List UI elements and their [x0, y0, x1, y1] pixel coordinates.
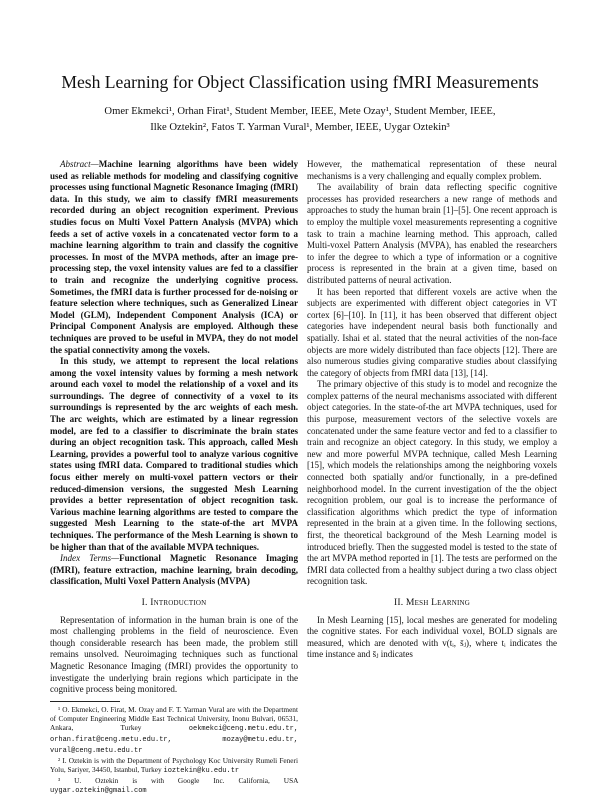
author-list	[60, 104, 540, 136]
footnote-1: ¹ O. Ekmekci, O. Firat, M. Ozay and F. T. Yarman Vural are with the Department of Computer Engineering Middle East Technical University, Inonu Bulvari, 06531, Ankara, Turkey oekmekci@ceng.metu.edu.tr, orhan.firat@ceng.metu.edu.tr, mozay@metu.edu.tr, vural@ceng.metu.edu.tr	[50, 704, 299, 756]
index-terms-label: Index Terms—	[60, 553, 120, 564]
footnote-rule	[50, 701, 120, 702]
paper-title: Mesh Learning for Object Classification using fMRI Measurements	[61, 72, 539, 92]
body-paragraph-5: In Mesh Learning [15], local meshes are generated for modeling the cognitive states. For each individual voxel, BOLD signals are measured, which are denoted with v(tᵢ, s̄ⱼ), where tᵢ indicates the time instance and s̄ⱼ indicates	[307, 614, 557, 660]
index-terms: Index Terms—Functional Magnetic Resonance Imaging (fMRI), feature extraction, machine learning, brain decoding, classification, Multi Voxel Pattern Analysis (MVPA)	[50, 553, 298, 587]
abstract-paragraph-2: In this study, we attempt to represent the local relations among the voxel intensity values by forming a mesh network around each voxel to model the relationship of a voxel and its surroundings. The degree of connectivity of a voxel to its surroundings is represented by the arc weights of each mesh. The arc weights, which are estimated by a linear regression model, are fed to a classifier to discriminate the brain states during an object recognition task. This approach, called Mesh Learning, provides a powerful tool to analyze various cognitive states using fMRI data. Compared to traditional studies which focus either merely on multi-voxel pattern vectors or their reduced-dimension versions, the suggested Mesh Learning provides a better representation of object recognition task. Various machine learning algorithms are tested to compare the suggested Mesh Learning to the state-of-the art MVPA techniques. The performance of the Mesh Learning is shown to be higher than that of the available MVPA techniques.	[50, 356, 298, 552]
body-paragraph-3: It has been reported that different voxels are active when the subjects are experimented with different object categories in VT cortex [6]–[10]. In [11], it has been observed that different object categories have independent neural basis both functionally and spatially. Ishai et al. stated that the neural activities of the non-face objects are more widely distributed than face objects [12]. There are also numerous studies giving comparative studies about classifying the category of objects from fMRI data [13], [14].	[307, 286, 557, 378]
footnote-3: ³ U. Oztekin is with Google Inc. California, USA uygar.oztekin@gmail.com	[50, 776, 298, 796]
footnote-2: ² I. Oztekin is with the Department of Psychology Koc University Rumeli Feneri Yolu, Sariyer, 34450, Istanbul, Turkey ioztekin@ku.edu.tr	[50, 756, 298, 776]
section-heading-mesh-learning: II. Mesh Learning	[393, 596, 471, 608]
abstract-paragraph-1: Abstract—Machine learning algorithms have been widely used as reliable methods for modeling and classifying cognitive processes using functional Magnetic Resonance Imaging (fMRI) data. In this study, we aim to classify fMRI measurements recorded during an object recognition experiment. Previous studies focus on Multi Voxel Pattern Analysis (MVPA) which feeds a set of active voxels in a concatenated vector form to a machine learning algorithm to train and classify the cognitive processes. In most of the MVPA methods, after an image pre-processing step, the voxel intensity values are fed to a classifier to train and recognize the underlying cognitive process. Sometimes, the fMRI data is further processed for de-noising or feature selection where techniques, such as Generalized Linear Model (GLM), Independent Component Analysis (ICA) or Principal Component Analysis are employed. Although these techniques are proved to be useful in MVPA, they do not model the spatial connectivity among the voxels.	[50, 159, 298, 355]
author-line-2: Ilke Oztekin², Fatos T. Yarman Vural¹, Member, IEEE, Uygar Oztekin³	[150, 122, 450, 133]
abstract-label: Abstract—	[60, 159, 99, 169]
body-paragraph-1: However, the mathematical representation of these neural mechanisms is a very challenging and equally complex problem.	[307, 159, 557, 181]
body-paragraph-4: The primary objective of this study is to model and recognize the complex patterns of the neural mechanisms associated with different object categories. In the state-of-the art MVPA techniques, used for this purpose, measurement vectors of the selective voxels are concatenated under the same feature vector and fed to a classifier to train and recognize an object category. In this study, we employ a new and more powerful MVPA technique, called Mesh Learning [15], which models the relationships among the neighboring voxels connected both spatially and/or functionally, in a pre-defined neighborhood model. In the current investigation of the the object recognition problem, our goal is to increase the performance of classification algorithms which predict the type of information represented in the brain at a given time. In the following sections, first, the theoretical background of the Mesh Learning model is introduced briefly. Then the suggested model is tested to the state of the art MVPA method reported in [1]. The tests are performed on the fMRI data collected from a healthy subject during a two class object recognition task.	[307, 379, 557, 587]
author-line-1: Omer Ekmekci¹, Orhan Firat¹, Student Member, IEEE, Mete Ozay¹, Student Member, IEEE,	[104, 106, 496, 117]
right-column	[307, 159, 557, 661]
section-heading-introduction: I. Introduction	[141, 596, 207, 608]
left-column	[50, 159, 298, 797]
intro-paragraph-1: Representation of information in the human brain is one of the most challenging problems in the field of neuroscience. Even though considerable research has been made, the problem still remains unsolved. Neuroimaging techniques such as functional Magnetic Resonance Imaging (fMRI) provides the opportunity to investigate the underlying brain regions which participate in the cognitive process being monitored.	[50, 614, 298, 695]
body-paragraph-2: The availability of brain data reflecting specific cognitive processes has provided researchers a new range of methods and approaches to study the human brain [1]–[5]. One recent approach is to employ the multiple voxel measurements representing a cognitive task to train a machine learning method. This approach, called Multi-voxel Pattern Analysis (MVPA), has enabled the researchers to infer the degree to which a type of information or a cognitive process is represented in the brain at a given time, based on distributed patterns of neural activation.	[307, 182, 557, 285]
